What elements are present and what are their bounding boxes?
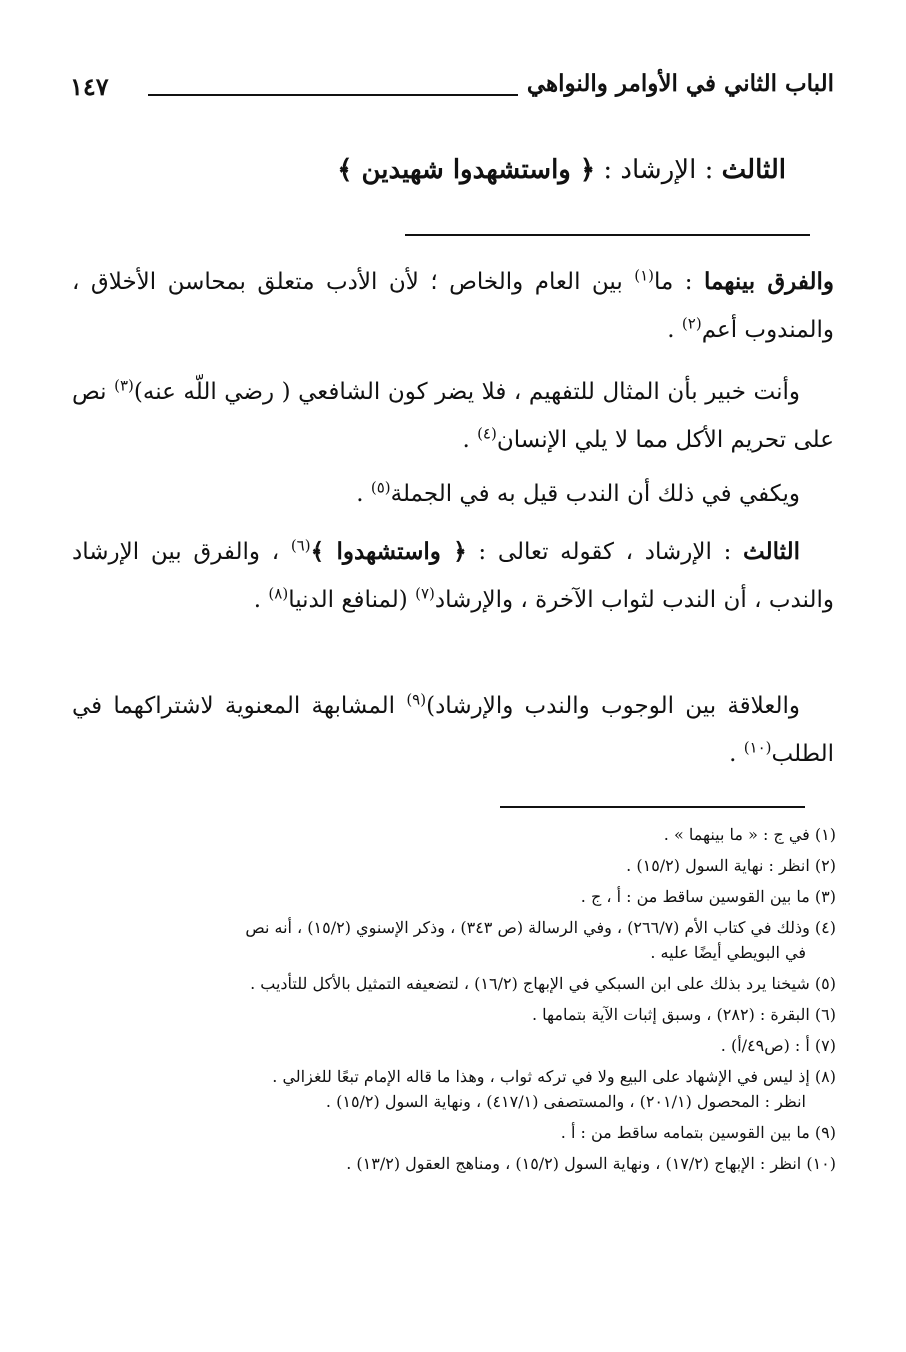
footnote-text: انظر : الإبهاج (١٧/٢) ، ونهاية السول (١٥/٢) ، ومناهج العقول (١٣/٢) . [346,1154,807,1173]
footnote-5 [68,971,836,996]
subtitle-label: الثالث [721,155,786,185]
footnote-ref-2[interactable]: (٢) [681,314,702,333]
p2-text-a: وأنت خبير بأن المثال للتفهيم ، فلا يضر كون الشافعي ( رضي اللّه عنه) [133,379,801,405]
footnote-number: (١٠) [806,1154,836,1173]
subtitle-verse: ﴿ واستشهدوا شهيدين ﴾ [337,155,596,185]
footnotes-rule [500,806,805,808]
page-number: ١٤٧ [70,72,109,101]
footnote-text: ما بين القوسين ساقط من : أ ، ج . [580,887,815,906]
footnotes [68,822,836,1182]
footnote-number: (٩) [814,1123,836,1142]
footnote-ref-5[interactable]: (٥) [370,478,391,497]
subtitle-text: : الإرشاد : [595,155,722,185]
footnote-3 [68,884,836,909]
footnote-1 [68,822,836,847]
paragraph-4 [72,528,834,624]
p5-text-b: المشابهة المعنوية لاشتراكهما في الطلب [72,693,834,767]
footnote-text: وذلك في كتاب الأم (٢٦٦/٧) ، وفي الرسالة (ص ٣٤٣) ، وذكر الإسنوي (١٥/٢) ، أنه نص [245,918,815,937]
p4-text-a: : الإرشاد ، كقوله تعالى : [466,539,744,565]
p1-lead: والفرق بينهما [703,268,834,295]
p4-text-b: ، والفرق بين الإرشاد والندب ، أن الندب لثواب الآخرة ، والإرشاد [72,539,834,613]
footnote-text: البقرة : (٢٨٢) ، وسبق إثبات الآية بتمامها . [531,1005,815,1024]
p2-text-b: نص على تحريم الأكل مما لا يلي الإنسان [72,379,834,453]
footnote-number: (٧) [814,1036,836,1055]
footnote-ref-10[interactable]: (١٠) [743,738,772,757]
subtitle-rule [405,234,810,236]
section-subtitle [337,155,786,185]
footnote-text: إذ ليس في الإشهاد على البيع ولا في تركه ثواب ، وهذا ما قاله الإمام تبعًا للغزالي . [272,1067,815,1086]
footnote-ref-9[interactable]: (٩) [406,690,427,709]
paragraph-5 [72,682,834,778]
footnote-number: (٣) [814,887,836,906]
footnote-7 [68,1033,836,1058]
footnote-9 [68,1120,836,1145]
footnote-number: (٥) [814,974,836,993]
p5-text-a: والعلاقة بين الوجوب والندب والإرشاد) [426,693,800,719]
p1-text-a: : ما [654,269,704,295]
footnote-text: شيخنا يرد بذلك على ابن السبكي في الإبهاج (١٦/٢) ، لتضعيفه التمثيل بالأكل للتأديب . [250,974,815,993]
footnote-number: (١) [814,825,836,844]
footnote-ref-3[interactable]: (٣) [114,376,134,395]
paragraph-3 [72,470,834,518]
p4-lead: الثالث [743,538,800,565]
p3-text-b: . [356,481,371,507]
footnote-number: (٤) [814,918,836,937]
p4-text-d: . [253,587,269,613]
p4-verse: ﴿ واستشهدوا ﴾ [310,538,467,565]
footnote-ref-4[interactable]: (٤) [477,424,497,443]
header-rule [148,94,518,96]
footnote-text: ما بين القوسين بتمامه ساقط من : أ . [560,1123,815,1142]
footnote-continuation: انظر : المحصول (٢٠١/١) ، والمستصفى (٤١٧/١) ، ونهاية السول (١٥/٢) . [325,1092,806,1111]
footnote-number: (٦) [814,1005,836,1024]
footnote-continuation: في البويطي أيضًا عليه . [650,943,806,962]
footnote-4 [68,915,836,965]
running-header-title: الباب الثاني في الأوامر والنواهي [526,70,834,97]
p4-text-c: (لمنافع الدنيا [288,587,416,613]
footnote-10 [68,1151,836,1176]
footnote-ref-6[interactable]: (٦) [290,536,311,555]
p1-text-b: بين العام والخاص ؛ لأن الأدب متعلق بمحاسن الأخلاق ، والمندوب أعم [72,269,834,343]
footnote-8 [68,1064,836,1114]
footnote-number: (٨) [814,1067,836,1086]
footnote-6 [68,1002,836,1027]
footnote-ref-8[interactable]: (٨) [268,584,289,603]
footnote-ref-1[interactable]: (١) [634,266,654,285]
footnote-text: في ج : « ما بينهما » . [663,825,815,844]
footnote-text: انظر : نهاية السول (١٥/٢) . [626,856,815,875]
p2-text-c: . [462,427,478,453]
p5-text-c: . [729,741,744,767]
paragraph-2 [72,368,834,464]
p3-text-a: ويكفي في ذلك أن الندب قيل به في الجملة [390,481,800,507]
footnote-2 [68,853,836,878]
footnote-number: (٢) [814,856,836,875]
footnote-text: أ : (ص٤٩/أ) . [720,1036,815,1055]
p1-text-c: . [667,317,682,343]
paragraph-1 [72,258,834,354]
footnote-ref-7[interactable]: (٧) [415,584,435,603]
